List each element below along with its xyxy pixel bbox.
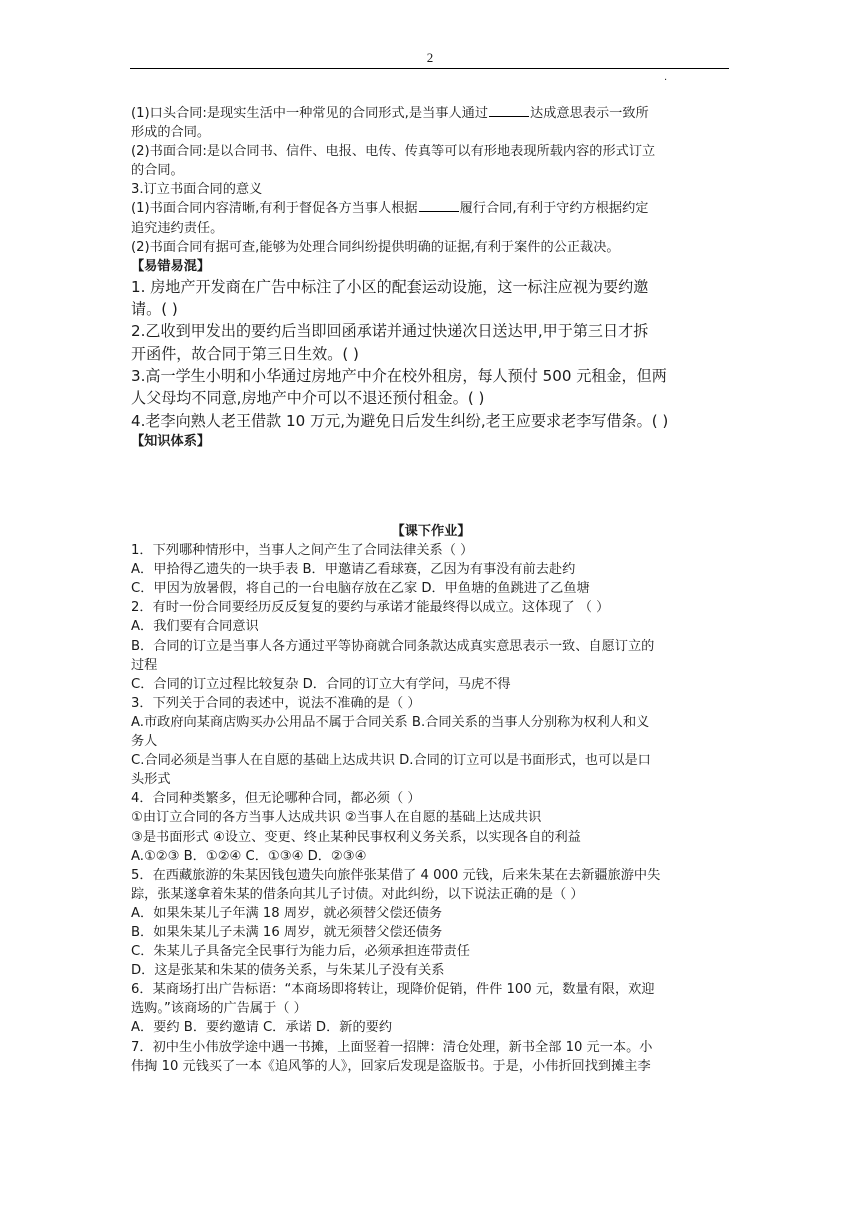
confusion-heading: 【易错易混】 (131, 258, 211, 274)
homework-line: 7．初中生小伟放学途中遇一书摊，上面竖着一招牌：清仓处理，新书全部 10 元一本。小 (131, 1039, 653, 1055)
homework-line: D．这是张某和朱某的债务关系，与朱某儿子没有关系 (131, 963, 445, 979)
homework-heading: 【课下作业】 (391, 524, 471, 540)
homework-line: A．甲拾得乙遗失的一块手表 B．甲邀请乙看球赛，乙因为有事没有前去赴约 (131, 562, 576, 578)
text-line: (1)书面合同内容清晰,有利于督促各方当事人根据 履行合同,有利于守约方根据约定 (131, 201, 649, 217)
confusion-item: 3.高一学生小明和小华通过房地产中介在校外租房，每人预付 500 元租金，但两 (131, 367, 667, 386)
blank-space (131, 451, 731, 522)
homework-line: 务人 (131, 734, 158, 750)
header-mark: . (664, 72, 668, 83)
homework-line: 1．下列哪种情形中，当事人之间产生了合同法律关系（ ） (131, 543, 474, 559)
homework-line: 伟掏 10 元钱买了一本《追风筝的人》，回家后发现是盗版书。于是，小伟折回找到摊主李 (131, 1058, 651, 1074)
fill-in-blank (489, 104, 529, 117)
homework-line: C．合同的订立过程比较复杂 D．合同的订立大有学问，马虎不得 (131, 676, 511, 692)
homework-line: 5．在西藏旅游的朱某因钱包遗失向旅伴张某借了 4 000 元钱，后来朱某在去新疆旅游中失 (131, 867, 661, 883)
homework-line: A.①②③ B．①②④ C．①③④ D．②③④ (131, 848, 367, 864)
homework-line: C.合同必须是当事人在自愿的基础上达成共识 D.合同的订立可以是书面形式，也可以是口 (131, 753, 651, 769)
page-number: 2 (426, 50, 434, 65)
text-line: 追究违约责任。 (131, 220, 224, 236)
homework-line: 过程 (131, 657, 158, 673)
contract-form-section (131, 104, 731, 257)
text-line: 形成的合同。 (131, 125, 211, 141)
confusion-item: 2.乙收到甲发出的要约后当即回函承诺并通过快递次日送达甲,甲于第三日才拆 (131, 322, 649, 341)
text-line: 的合同。 (131, 163, 184, 179)
text-line: (2)书面合同:是以合同书、信件、电报、电传、传真等可以有形地表现所载内容的形式订立 (131, 144, 656, 160)
homework-line: A．要约 B．要约邀请 C．承诺 D．新的要约 (131, 1020, 393, 1036)
confusion-item: 1. 房地产开发商在广告中标注了小区的配套运动设施，这一标注应视为要约邀 (131, 277, 649, 296)
homework-line: A．如果朱某儿子年满 18 周岁，就必须替父偿还债务 (131, 905, 443, 921)
homework-line: ①由订立合同的各方当事人达成共识 ②当事人在自愿的基础上达成共识 (131, 810, 542, 826)
header-rule (130, 68, 729, 69)
homework-line: 4．合同种类繁多，但无论哪种合同，都必须（ ） (131, 791, 421, 807)
homework-line: B．合同的订立是当事人各方通过平等协商就合同条款达成真实意思表示一致、自愿订立的 (131, 638, 655, 654)
document-body (131, 104, 731, 1076)
homework-line: 3．下列关于合同的表述中，说法不准确的是（ ） (131, 695, 421, 711)
homework-line: C．甲因为放暑假，将自己的一台电脑存放在乙家 D．甲鱼塘的鱼跳进了乙鱼塘 (131, 581, 590, 597)
confusion-item: 请。( ) (131, 300, 178, 319)
homework-line: A．我们要有合同意识 (131, 619, 259, 635)
homework-line: C．朱某儿子具备完全民事行为能力后，必须承担连带责任 (131, 944, 470, 960)
confusion-item: 开函件，故合同于第三日生效。( ) (131, 344, 359, 363)
homework-line: 2．有时一份合同要经历反反复复的要约与承诺才能最终得以成立。这体现了 （ ） (131, 600, 610, 616)
knowledge-heading: 【知识体系】 (131, 433, 211, 449)
text-line: (2)书面合同有据可查,能够为处理合同纠纷提供明确的证据,有利于案件的公正裁决。 (131, 239, 620, 255)
homework-line: A.市政府向某商店购买办公用品不属于合同关系 B.合同关系的当事人分别称为权利人和义 (131, 714, 650, 730)
homework-line: 6．某商场打出广告标语：“本商场即将转让，现降价促销，件件 100 元，数量有限，欢迎 (131, 982, 655, 998)
homework-line: B．如果朱某儿子未满 16 周岁，就无须替父偿还债务 (131, 924, 443, 940)
homework-line: 踪，张某遂拿着朱某的借条向其儿子讨债。对此纠纷，以下说法正确的是（ ） (131, 886, 584, 902)
fill-in-blank (419, 199, 459, 212)
homework-line: 选购。”该商场的广告属于（ ） (131, 1001, 307, 1017)
homework-line: ③是书面形式 ④设立、变更、终止某种民事权利义务关系，以实现各自的利益 (131, 829, 581, 845)
section-heading: 3.订立书面合同的意义 (131, 182, 263, 198)
confusion-list (131, 276, 731, 432)
text-line: (1)口头合同:是现实生活中一种常见的合同形式,是当事人通过 达成意思表示一致所 (131, 106, 649, 121)
confusion-item: 人父母均不同意,房地产中介可以不退还预付租金。( ) (131, 389, 485, 408)
homework-list (131, 541, 731, 1076)
homework-line: 头形式 (131, 772, 171, 788)
confusion-item: 4.老李向熟人老王借款 10 万元,为避免日后发生纠纷,老王应要求老李写借条。( ) (131, 411, 669, 430)
